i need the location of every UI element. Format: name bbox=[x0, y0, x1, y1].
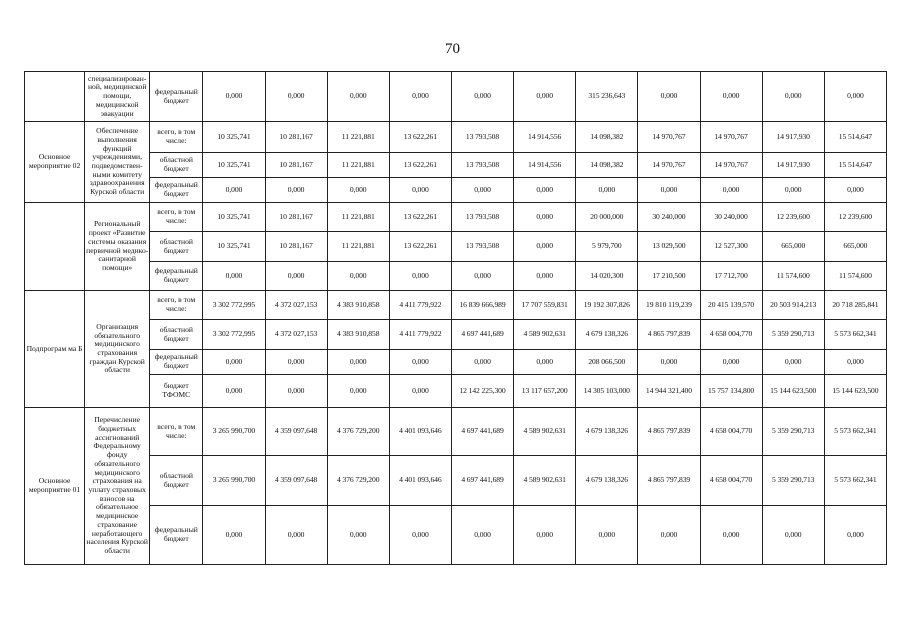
value-cell: 14 305 103,000 bbox=[576, 375, 638, 408]
value-cell: 665,000 bbox=[762, 232, 824, 262]
value-cell: 14 098,382 bbox=[576, 153, 638, 178]
value-cell: 4 589 902,631 bbox=[514, 456, 576, 506]
funding-source-cell: всего, в том числе: bbox=[150, 291, 203, 320]
value-cell: 0,000 bbox=[576, 178, 638, 203]
value-cell: 0,000 bbox=[824, 350, 886, 375]
value-cell: 13 029,500 bbox=[638, 232, 700, 262]
value-cell: 4 658 004,770 bbox=[700, 456, 762, 506]
value-cell: 0,000 bbox=[514, 178, 576, 203]
value-cell: 0,000 bbox=[638, 72, 700, 122]
value-cell: 15 144 623,500 bbox=[824, 375, 886, 408]
value-cell: 10 325,741 bbox=[203, 122, 265, 153]
value-cell: 11 221,881 bbox=[327, 203, 389, 232]
value-cell: 14 917,930 bbox=[762, 122, 824, 153]
description-cell: Обеспечение выполнения функций учреждениями, подведомствен-ными комитету здравоохранения Курской области bbox=[85, 122, 150, 203]
budget-table bbox=[24, 71, 887, 565]
table-row bbox=[25, 320, 887, 350]
group-cell: Подпрограм ма Б bbox=[25, 291, 85, 408]
value-cell: 14 970,767 bbox=[700, 122, 762, 153]
value-cell: 20 503 914,213 bbox=[762, 291, 824, 320]
value-cell: 0,000 bbox=[265, 350, 327, 375]
value-cell: 11 574,600 bbox=[824, 262, 886, 291]
value-cell: 11 574,600 bbox=[762, 262, 824, 291]
value-cell: 10 281,167 bbox=[265, 232, 327, 262]
value-cell: 0,000 bbox=[389, 72, 451, 122]
value-cell: 10 325,741 bbox=[203, 153, 265, 178]
value-cell: 0,000 bbox=[514, 262, 576, 291]
value-cell: 4 865 797,839 bbox=[638, 456, 700, 506]
value-cell: 17 707 559,831 bbox=[514, 291, 576, 320]
value-cell: 0,000 bbox=[203, 178, 265, 203]
table-row bbox=[25, 408, 887, 456]
value-cell: 13 793,508 bbox=[451, 153, 513, 178]
value-cell: 13 622,261 bbox=[389, 203, 451, 232]
value-cell: 4 658 004,770 bbox=[700, 320, 762, 350]
value-cell: 0,000 bbox=[762, 506, 824, 565]
table-row bbox=[25, 153, 887, 178]
value-cell: 13 793,508 bbox=[451, 122, 513, 153]
value-cell: 17 712,700 bbox=[700, 262, 762, 291]
value-cell: 14 970,767 bbox=[638, 122, 700, 153]
value-cell: 4 865 797,839 bbox=[638, 320, 700, 350]
value-cell: 5 573 662,341 bbox=[824, 320, 886, 350]
value-cell: 0,000 bbox=[389, 350, 451, 375]
description-cell: специализирован-ной, медицинской помощи, медицинской эвакуации bbox=[85, 72, 150, 122]
value-cell: 3 265 990,700 bbox=[203, 456, 265, 506]
value-cell: 4 679 138,326 bbox=[576, 320, 638, 350]
value-cell: 4 372 027,153 bbox=[265, 320, 327, 350]
value-cell: 0,000 bbox=[389, 262, 451, 291]
value-cell: 13 117 657,200 bbox=[514, 375, 576, 408]
table-row bbox=[25, 350, 887, 375]
funding-source-cell: федеральный бюджет bbox=[150, 262, 203, 291]
value-cell: 4 679 138,326 bbox=[576, 456, 638, 506]
value-cell: 5 359 290,713 bbox=[762, 456, 824, 506]
value-cell: 10 325,741 bbox=[203, 203, 265, 232]
value-cell: 0,000 bbox=[700, 506, 762, 565]
value-cell: 0,000 bbox=[762, 72, 824, 122]
value-cell: 14 020,300 bbox=[576, 262, 638, 291]
value-cell: 4 359 097,648 bbox=[265, 456, 327, 506]
value-cell: 0,000 bbox=[203, 350, 265, 375]
value-cell: 208 066,500 bbox=[576, 350, 638, 375]
group-cell: Основное мероприятие 02 bbox=[25, 122, 85, 203]
value-cell: 0,000 bbox=[203, 506, 265, 565]
value-cell: 0,000 bbox=[389, 506, 451, 565]
value-cell: 0,000 bbox=[514, 506, 576, 565]
value-cell: 0,000 bbox=[638, 506, 700, 565]
value-cell: 0,000 bbox=[514, 203, 576, 232]
value-cell: 4 697 441,689 bbox=[451, 408, 513, 456]
funding-source-cell: федеральный бюджет bbox=[150, 72, 203, 122]
value-cell: 4 679 138,326 bbox=[576, 408, 638, 456]
table-row bbox=[25, 72, 887, 122]
value-cell: 4 359 097,648 bbox=[265, 408, 327, 456]
value-cell: 0,000 bbox=[203, 375, 265, 408]
value-cell: 0,000 bbox=[327, 178, 389, 203]
value-cell: 5 359 290,713 bbox=[762, 408, 824, 456]
funding-source-cell: федеральный бюджет bbox=[150, 350, 203, 375]
table-row bbox=[25, 291, 887, 320]
value-cell: 0,000 bbox=[824, 72, 886, 122]
value-cell: 4 383 910,858 bbox=[327, 291, 389, 320]
value-cell: 0,000 bbox=[265, 375, 327, 408]
value-cell: 30 240,000 bbox=[638, 203, 700, 232]
value-cell: 5 979,700 bbox=[576, 232, 638, 262]
value-cell: 20 415 139,570 bbox=[700, 291, 762, 320]
value-cell: 0,000 bbox=[638, 178, 700, 203]
value-cell: 10 281,167 bbox=[265, 203, 327, 232]
group-cell bbox=[25, 203, 85, 291]
value-cell: 14 914,556 bbox=[514, 122, 576, 153]
value-cell: 12 239,600 bbox=[824, 203, 886, 232]
value-cell: 13 622,261 bbox=[389, 153, 451, 178]
value-cell: 15 514,647 bbox=[824, 122, 886, 153]
value-cell: 5 573 662,341 bbox=[824, 456, 886, 506]
value-cell: 4 658 004,770 bbox=[700, 408, 762, 456]
table-row bbox=[25, 375, 887, 408]
value-cell: 0,000 bbox=[824, 506, 886, 565]
value-cell: 0,000 bbox=[265, 178, 327, 203]
value-cell: 15 514,647 bbox=[824, 153, 886, 178]
value-cell: 4 401 093,646 bbox=[389, 408, 451, 456]
value-cell: 0,000 bbox=[638, 350, 700, 375]
funding-source-cell: областной бюджет bbox=[150, 232, 203, 262]
value-cell: 15 757 134,800 bbox=[700, 375, 762, 408]
value-cell: 0,000 bbox=[451, 178, 513, 203]
description-cell: Организация обязательного медицинского страхования граждан Курской области bbox=[85, 291, 150, 408]
value-cell: 4 865 797,839 bbox=[638, 408, 700, 456]
value-cell: 14 914,556 bbox=[514, 153, 576, 178]
value-cell: 0,000 bbox=[514, 350, 576, 375]
value-cell: 13 793,508 bbox=[451, 203, 513, 232]
value-cell: 0,000 bbox=[451, 262, 513, 291]
funding-source-cell: всего, в том числе: bbox=[150, 122, 203, 153]
value-cell: 16 839 666,989 bbox=[451, 291, 513, 320]
value-cell: 0,000 bbox=[451, 72, 513, 122]
value-cell: 0,000 bbox=[265, 262, 327, 291]
value-cell: 13 622,261 bbox=[389, 232, 451, 262]
value-cell: 0,000 bbox=[327, 375, 389, 408]
value-cell: 4 411 779,922 bbox=[389, 320, 451, 350]
value-cell: 0,000 bbox=[762, 178, 824, 203]
value-cell: 15 144 623,500 bbox=[762, 375, 824, 408]
value-cell: 0,000 bbox=[265, 506, 327, 565]
value-cell: 19 192 307,826 bbox=[576, 291, 638, 320]
value-cell: 0,000 bbox=[762, 350, 824, 375]
value-cell: 4 697 441,689 bbox=[451, 320, 513, 350]
funding-source-cell: бюджет ТФОМС bbox=[150, 375, 203, 408]
table-row bbox=[25, 122, 887, 153]
value-cell: 13 622,261 bbox=[389, 122, 451, 153]
value-cell: 0,000 bbox=[203, 262, 265, 291]
value-cell: 11 221,881 bbox=[327, 153, 389, 178]
funding-source-cell: всего, в том числе: bbox=[150, 408, 203, 456]
funding-source-cell: областной бюджет bbox=[150, 153, 203, 178]
table-row bbox=[25, 456, 887, 506]
value-cell: 4 589 902,631 bbox=[514, 408, 576, 456]
value-cell: 0,000 bbox=[265, 72, 327, 122]
value-cell: 0,000 bbox=[514, 72, 576, 122]
table-row bbox=[25, 262, 887, 291]
funding-source-cell: всего, в том числе: bbox=[150, 203, 203, 232]
value-cell: 0,000 bbox=[389, 375, 451, 408]
value-cell: 11 221,881 bbox=[327, 232, 389, 262]
funding-source-cell: областной бюджет bbox=[150, 456, 203, 506]
value-cell: 30 240,000 bbox=[700, 203, 762, 232]
value-cell: 3 302 772,995 bbox=[203, 320, 265, 350]
group-cell: Основное мероприятие 01 bbox=[25, 408, 85, 565]
value-cell: 12 239,600 bbox=[762, 203, 824, 232]
value-cell: 0,000 bbox=[700, 72, 762, 122]
description-cell: Перечисление бюджетных ассигнований Федеральному фонду обязательного медицинского страхования на уплату страховых взносов на обязательное медицинское страхование неработающего населения Курской области bbox=[85, 408, 150, 565]
value-cell: 5 359 290,713 bbox=[762, 320, 824, 350]
value-cell: 17 210,500 bbox=[638, 262, 700, 291]
value-cell: 0,000 bbox=[700, 178, 762, 203]
value-cell: 14 917,930 bbox=[762, 153, 824, 178]
value-cell: 10 281,167 bbox=[265, 122, 327, 153]
value-cell: 4 383 910,858 bbox=[327, 320, 389, 350]
value-cell: 20 000,000 bbox=[576, 203, 638, 232]
value-cell: 315 236,643 bbox=[576, 72, 638, 122]
value-cell: 4 401 093,646 bbox=[389, 456, 451, 506]
value-cell: 5 573 662,341 bbox=[824, 408, 886, 456]
value-cell: 4 376 729,200 bbox=[327, 408, 389, 456]
value-cell: 0,000 bbox=[576, 506, 638, 565]
value-cell: 14 970,767 bbox=[700, 153, 762, 178]
value-cell: 4 372 027,153 bbox=[265, 291, 327, 320]
value-cell: 12 142 225,300 bbox=[451, 375, 513, 408]
table-row bbox=[25, 506, 887, 565]
value-cell: 0,000 bbox=[203, 72, 265, 122]
value-cell: 0,000 bbox=[327, 262, 389, 291]
value-cell: 13 793,508 bbox=[451, 232, 513, 262]
value-cell: 0,000 bbox=[327, 72, 389, 122]
value-cell: 0,000 bbox=[700, 350, 762, 375]
page-number: 70 bbox=[445, 41, 460, 57]
value-cell: 4 411 779,922 bbox=[389, 291, 451, 320]
value-cell: 0,000 bbox=[451, 350, 513, 375]
value-cell: 19 810 119,239 bbox=[638, 291, 700, 320]
group-cell bbox=[25, 72, 85, 122]
value-cell: 14 944 321,400 bbox=[638, 375, 700, 408]
value-cell: 14 098,382 bbox=[576, 122, 638, 153]
value-cell: 3 302 772,995 bbox=[203, 291, 265, 320]
value-cell: 4 697 441,689 bbox=[451, 456, 513, 506]
value-cell: 11 221,881 bbox=[327, 122, 389, 153]
value-cell: 4 376 729,200 bbox=[327, 456, 389, 506]
value-cell: 0,000 bbox=[327, 506, 389, 565]
value-cell: 20 718 285,841 bbox=[824, 291, 886, 320]
value-cell: 14 970,767 bbox=[638, 153, 700, 178]
funding-source-cell: федеральный бюджет bbox=[150, 506, 203, 565]
table-row bbox=[25, 178, 887, 203]
value-cell: 12 527,300 bbox=[700, 232, 762, 262]
funding-source-cell: федеральный бюджет bbox=[150, 178, 203, 203]
value-cell: 0,000 bbox=[327, 350, 389, 375]
value-cell: 0,000 bbox=[824, 178, 886, 203]
value-cell: 0,000 bbox=[451, 506, 513, 565]
value-cell: 3 265 990,700 bbox=[203, 408, 265, 456]
value-cell: 4 589 902,631 bbox=[514, 320, 576, 350]
value-cell: 665,000 bbox=[824, 232, 886, 262]
value-cell: 10 325,741 bbox=[203, 232, 265, 262]
value-cell: 0,000 bbox=[389, 178, 451, 203]
table-row bbox=[25, 203, 887, 232]
value-cell: 10 281,167 bbox=[265, 153, 327, 178]
description-cell: Региональный проект «Развитие системы оказания первичной медико-санитарной помощи» bbox=[85, 203, 150, 291]
value-cell: 0,000 bbox=[514, 232, 576, 262]
funding-source-cell: областной бюджет bbox=[150, 320, 203, 350]
table-row bbox=[25, 232, 887, 262]
